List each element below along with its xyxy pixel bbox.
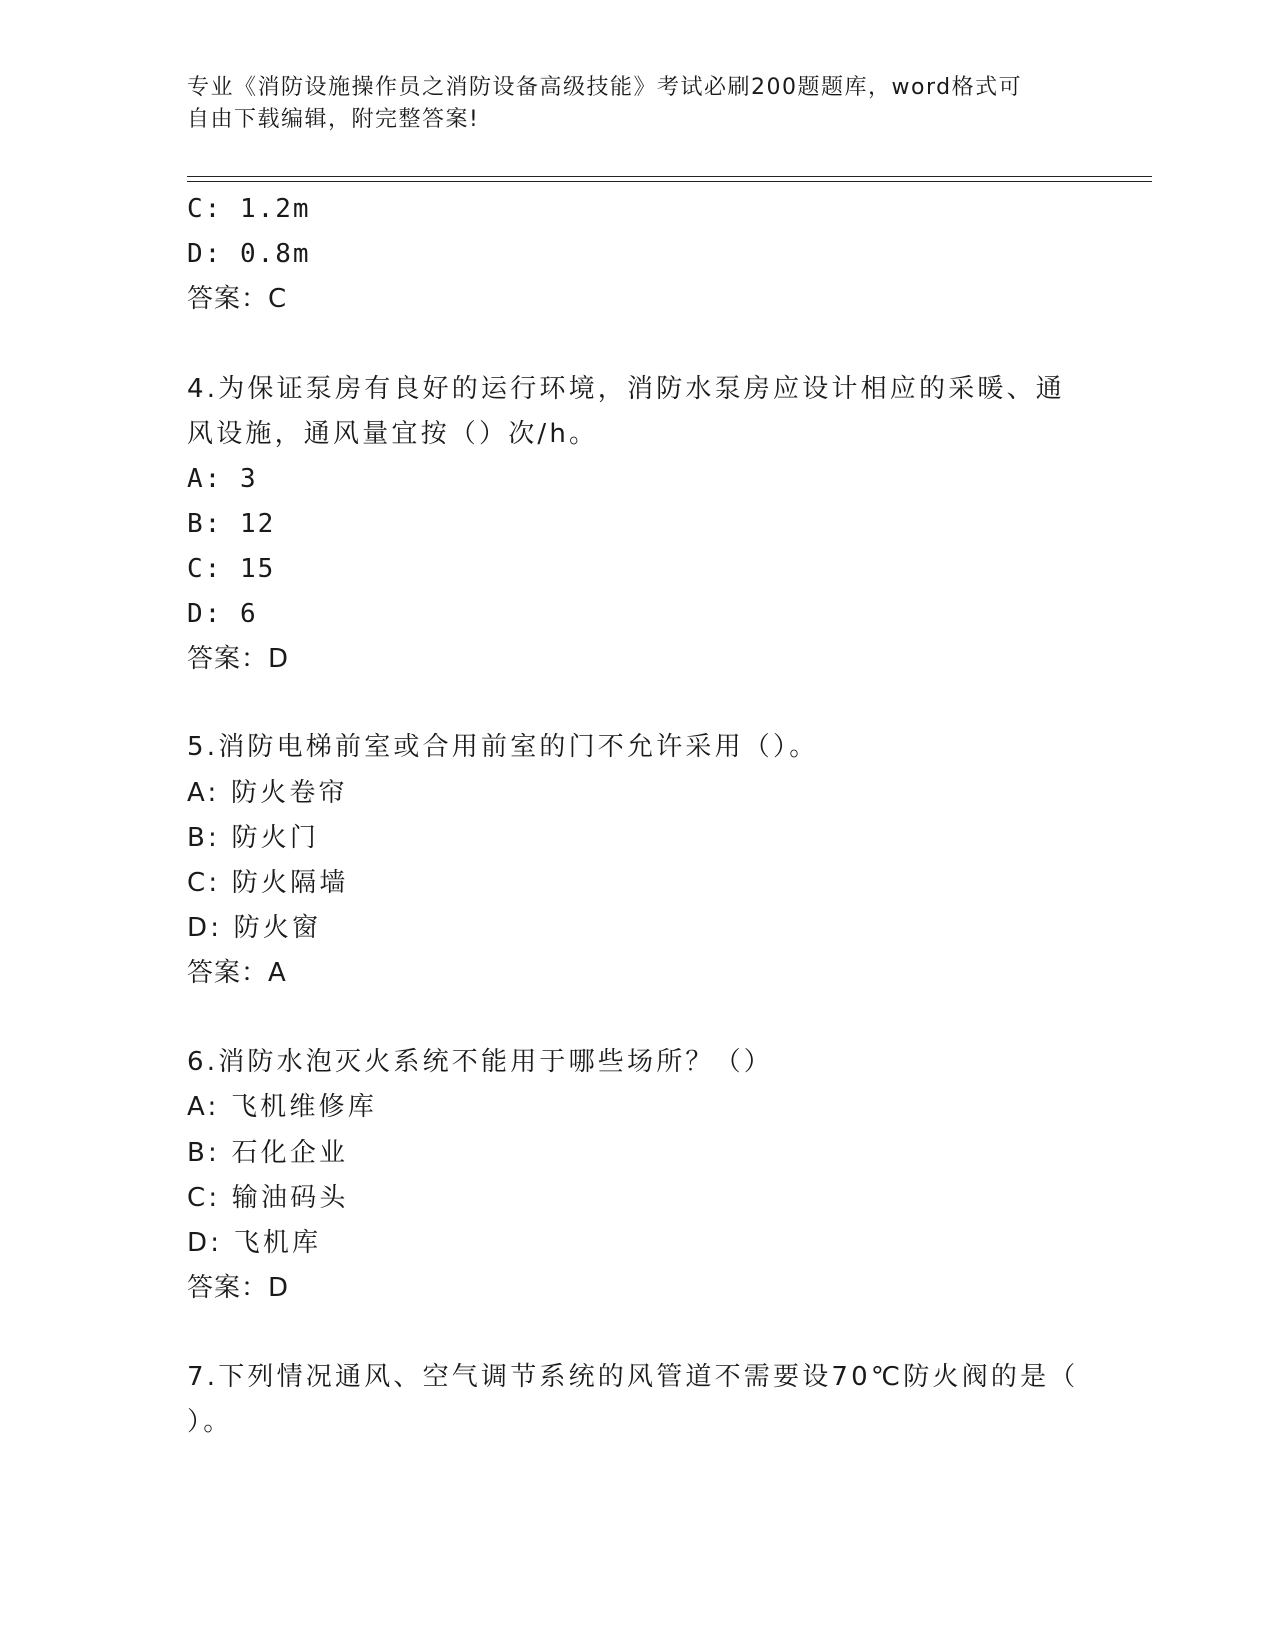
q4-option-b: B: 12	[187, 509, 276, 539]
q5-stem: 5.消防电梯前室或合用前室的门不允许采用（）。	[187, 732, 819, 762]
q3-option-d: D: 0.8m	[187, 239, 311, 269]
q7-stem-line-2: ）。	[187, 1407, 233, 1437]
document-header	[187, 72, 1067, 136]
q6-option-b: B: 石化企业	[187, 1138, 349, 1168]
q6-stem: 6.消防水泡灭火系统不能用于哪些场所？（）	[187, 1047, 774, 1077]
q6-option-d: D: 飞机库	[187, 1228, 322, 1258]
q5-option-b: B: 防火门	[187, 823, 320, 853]
q5-answer: 答案：A	[187, 958, 287, 988]
q4-option-d: D: 6	[187, 599, 258, 629]
q4-option-c: C: 15	[187, 554, 276, 584]
header-divider-bottom	[187, 181, 1152, 182]
q5-option-a: A: 防火卷帘	[187, 778, 348, 808]
header-divider-top	[187, 176, 1152, 177]
header-line-2: 自由下载编辑，附完整答案!	[187, 107, 480, 132]
q4-option-a: A: 3	[187, 464, 258, 494]
q6-answer: 答案：D	[187, 1273, 290, 1303]
q5-option-c: C: 防火隔墙	[187, 868, 349, 898]
q4-stem-line-2: 风设施，通风量宜按（）次/h。	[187, 419, 599, 449]
q4-answer: 答案：D	[187, 644, 290, 674]
q3-option-c: C: 1.2m	[187, 194, 311, 224]
header-line-1: 专业《消防设施操作员之消防设备高级技能》考试必刷200题题库，word格式可	[187, 75, 1023, 100]
q4-stem-line-1: 4.为保证泵房有良好的运行环境，消防水泵房应设计相应的采暖、通	[187, 374, 1066, 404]
q6-option-c: C: 输油码头	[187, 1183, 349, 1213]
q6-option-a: A: 飞机维修库	[187, 1092, 377, 1122]
q3-answer: 答案：C	[187, 284, 288, 314]
q5-option-d: D: 防火窗	[187, 913, 322, 943]
q7-stem-line-1: 7.下列情况通风、空气调节系统的风管道不需要设70℃防火阀的是（	[187, 1362, 1079, 1392]
